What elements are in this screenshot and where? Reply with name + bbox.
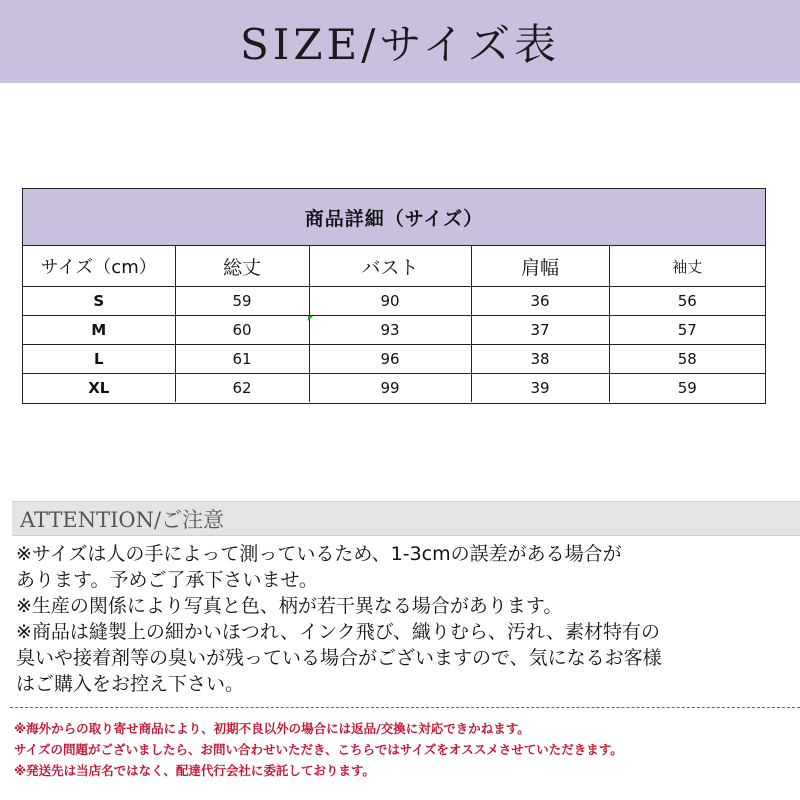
- table-cell: 57: [609, 316, 765, 345]
- footnotes: [14, 718, 794, 781]
- column-header-length: 総丈: [175, 246, 309, 287]
- table-cell: 62: [175, 374, 309, 403]
- row-size-label: S: [23, 287, 175, 316]
- table-cell: 36: [471, 287, 609, 316]
- attention-title: ATTENTION/ご注意: [20, 507, 225, 532]
- note-line: はご購入をお控え下さい。: [16, 673, 245, 695]
- footnote-line: ※海外からの取り寄せ商品により、初期不良以外の場合には返品/交換に対応できかねます。: [14, 721, 530, 736]
- table-row: [23, 374, 765, 403]
- table-cell: 60: [175, 316, 309, 345]
- table-row: [23, 287, 765, 316]
- cell-marker-icon: [308, 316, 313, 321]
- footnote-line: サイズの問題がございましたら、お問い合わせいただき、こちらではサイズをオススメさせていただきます。: [14, 742, 623, 757]
- table-caption: 商品詳細（サイズ）: [23, 189, 765, 246]
- table-cell: 37: [471, 316, 609, 345]
- table-cell: 93: [309, 316, 471, 345]
- table-cell: 99: [309, 374, 471, 403]
- row-size-label: L: [23, 345, 175, 374]
- page-title: SIZE/サイズ表: [240, 19, 560, 69]
- table-cell: 90: [309, 287, 471, 316]
- column-header-size: サイズ（cm）: [23, 246, 175, 287]
- table-row: [23, 316, 765, 345]
- table-cell: 96: [309, 345, 471, 374]
- row-size-label: XL: [23, 374, 175, 403]
- attention-notes: [16, 541, 796, 697]
- column-header-bust: バスト: [309, 246, 471, 287]
- table-cell: 59: [175, 287, 309, 316]
- table-cell: 61: [175, 345, 309, 374]
- size-table: [22, 188, 766, 404]
- table-cell: 39: [471, 374, 609, 403]
- note-line: ※サイズは人の手によって測っているため、1-3cmの誤差がある場合が: [16, 543, 622, 565]
- column-header-row: [23, 246, 765, 287]
- note-line: あります。予めご了承下さいませ。: [16, 569, 318, 591]
- table-row: [23, 345, 765, 374]
- table-cell: 56: [609, 287, 765, 316]
- note-line: ※生産の関係により写真と色、柄が若干異なる場合があります。: [16, 595, 563, 617]
- column-header-sleeve: 袖丈: [609, 246, 765, 287]
- attention-header: [12, 501, 800, 536]
- table-cell: 58: [609, 345, 765, 374]
- dashed-divider: [10, 707, 800, 708]
- title-banner: [0, 0, 800, 83]
- note-line: ※商品は縫製上の細かいほつれ、インク飛び、織りむら、汚れ、素材特有の: [16, 621, 661, 643]
- size-grid: [23, 246, 765, 402]
- table-cell: 59: [609, 374, 765, 403]
- footnote-line: ※発送先は当店名ではなく、配達代行会社に委託しております。: [14, 763, 375, 778]
- table-cell: 38: [471, 345, 609, 374]
- row-size-label: M: [23, 316, 175, 345]
- note-line: 臭いや接着剤等の臭いが残っている場合がございますので、気になるお客様: [16, 647, 662, 669]
- column-header-shoulder: 肩幅: [471, 246, 609, 287]
